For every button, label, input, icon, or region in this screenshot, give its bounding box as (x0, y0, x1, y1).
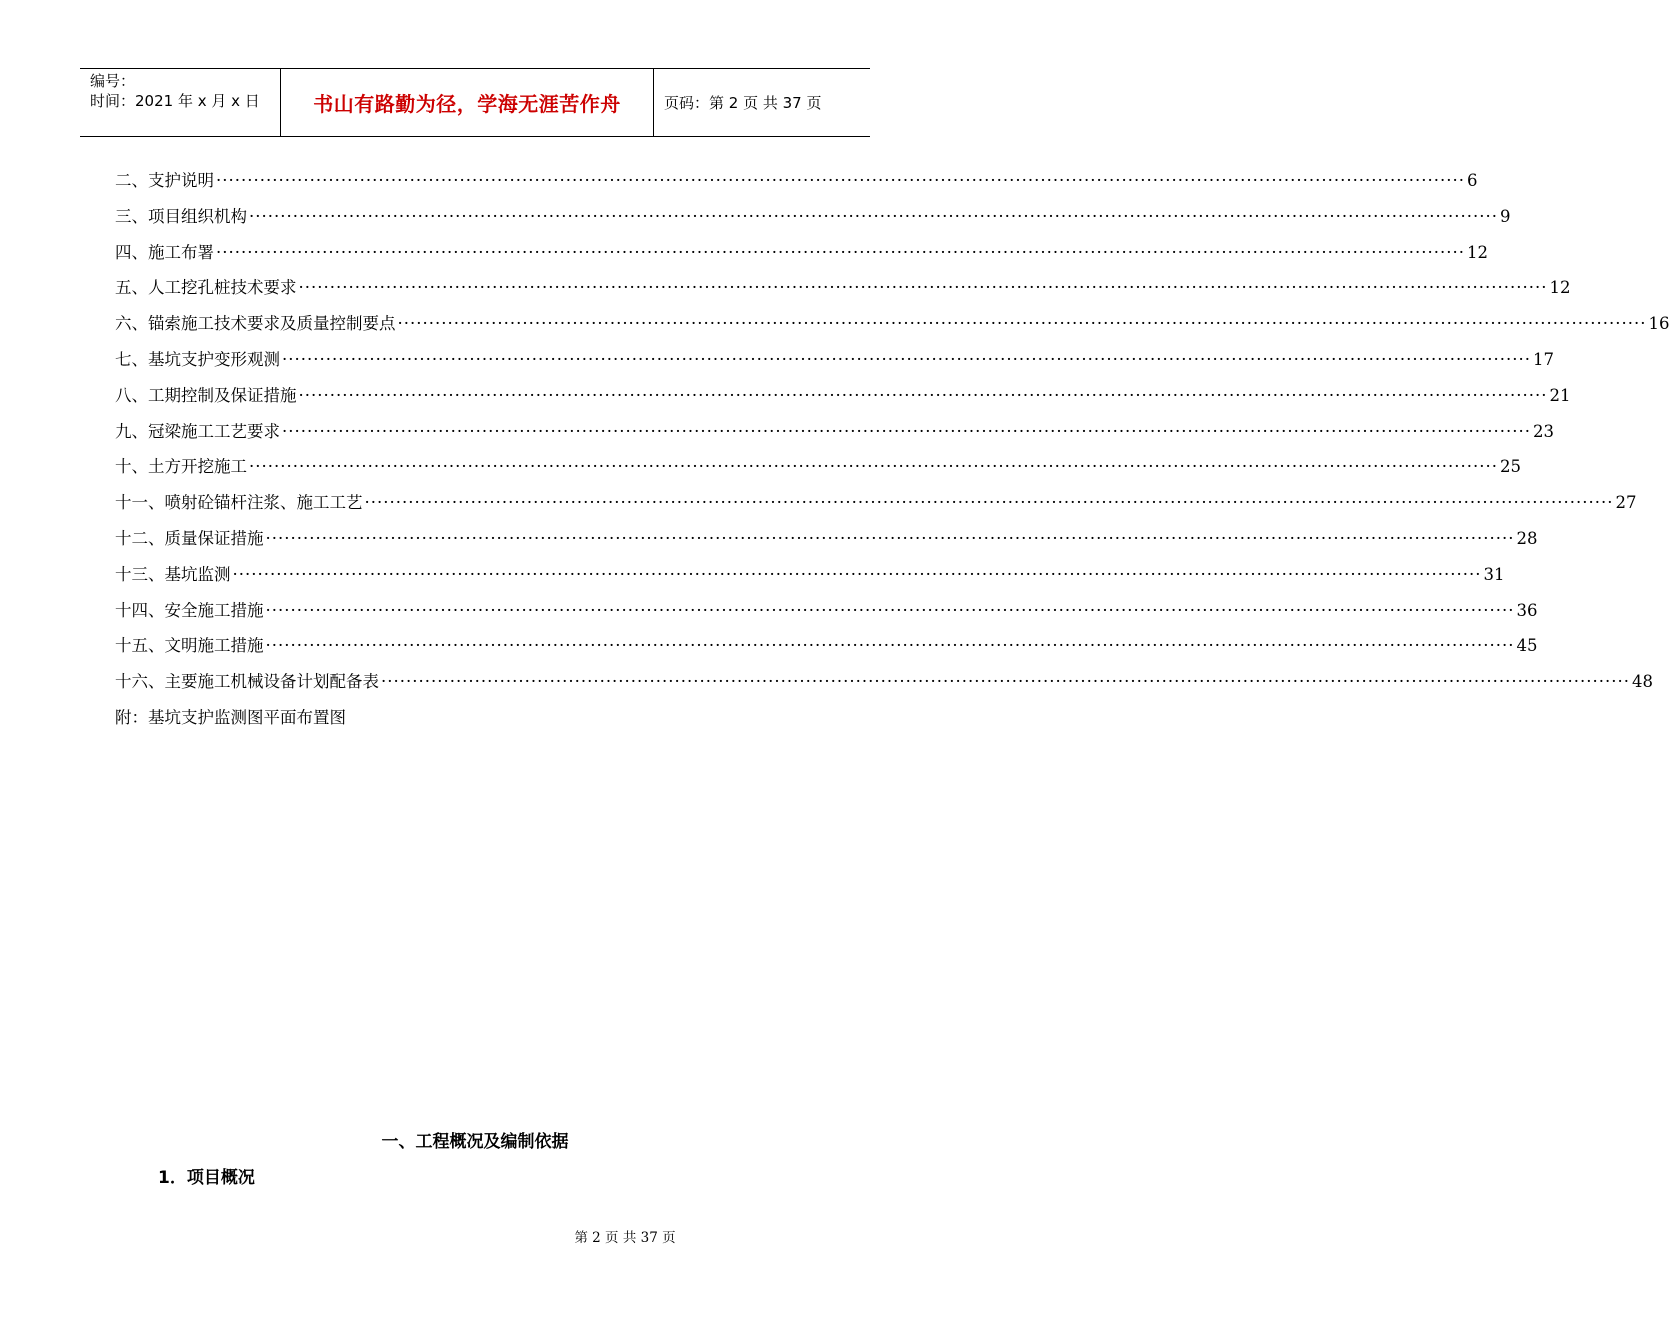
toc-entry[interactable] (115, 342, 1554, 378)
toc-entry-page: 45 (1516, 636, 1538, 656)
toc-leader-dots: ········································································································································································································ (265, 600, 1515, 620)
toc-entry-label: 十、土方开挖施工 (115, 457, 247, 477)
toc-entry-label: 二、支护说明 (115, 171, 214, 190)
toc-appendix: 附：基坑支护监测图平面布置图 (115, 707, 346, 727)
toc-entry[interactable] (115, 414, 1554, 450)
toc-entry[interactable] (115, 306, 1669, 342)
toc-entry[interactable] (115, 270, 1571, 306)
header-motto: 书山有路勤为径，学海无涯苦作舟 (281, 69, 654, 136)
toc-leader-dots: ········································································································································································································ (249, 457, 1498, 477)
toc-leader-dots: ········································································································································································································ (282, 349, 1531, 369)
toc-entry-label: 六、锚索施工技术要求及质量控制要点 (115, 314, 396, 334)
toc-entry-page: 6 (1466, 171, 1478, 190)
document-number-label: 编号： (90, 72, 136, 90)
toc-entry-page: 12 (1466, 242, 1488, 262)
toc-entry[interactable] (115, 664, 1653, 700)
toc-entry[interactable] (115, 199, 1511, 235)
toc-entry[interactable] (115, 449, 1521, 485)
toc-entry-page: 28 (1516, 528, 1538, 548)
toc-entry-label: 四、施工布署 (115, 242, 214, 262)
toc-entry-label: 十三、基坑监测 (115, 564, 231, 584)
toc-leader-dots: ········································································································································································································ (298, 278, 1548, 298)
toc-entry-page: 23 (1532, 421, 1554, 441)
toc-leader-dots: ········································································································································································································ (282, 421, 1531, 441)
toc-leader-dots: ········································································································································································································ (298, 385, 1548, 405)
toc-leader-dots: ········································································································································································································ (216, 171, 1465, 190)
toc-leader-dots: ········································································································································································································ (249, 206, 1498, 226)
document-date: 时间：2021 年 x 月 x 日 (90, 92, 260, 110)
toc-leader-dots: ········································································································································································································ (381, 672, 1630, 692)
header-page-info: 页码：第 2 页 共 37 页 (664, 94, 822, 112)
toc-leader-dots: ········································································································································································································ (265, 528, 1515, 548)
toc-entry-page: 12 (1549, 278, 1571, 298)
page-footer: 第 2 页 共 37 页 (574, 1230, 676, 1246)
toc-entry[interactable] (115, 628, 1538, 664)
toc-entry[interactable] (115, 557, 1505, 593)
toc-entry[interactable] (115, 378, 1571, 414)
section-heading: 一、工程概况及编制依据 (381, 1132, 569, 1152)
toc-entry-label: 十一、喷射砼锚杆注浆、施工工艺 (115, 493, 363, 513)
toc-entry[interactable] (115, 485, 1637, 521)
toc-entry-page: 31 (1483, 564, 1505, 584)
toc-entry-label: 五、人工挖孔桩技术要求 (115, 278, 297, 298)
toc-leader-dots: ········································································································································································································ (364, 493, 1614, 513)
toc-leader-dots: ········································································································································································································ (397, 314, 1647, 334)
toc-entry-page: 17 (1532, 349, 1554, 369)
toc-entry-label: 十五、文明施工措施 (115, 636, 264, 656)
toc-entry-label: 十六、主要施工机械设备计划配备表 (115, 672, 379, 692)
toc-entry-label: 三、项目组织机构 (115, 206, 247, 226)
toc-leader-dots: ········································································································································································································ (232, 564, 1482, 584)
toc-entry-page: 9 (1499, 206, 1511, 226)
toc-entry-page: 48 (1631, 672, 1653, 692)
toc-entry[interactable] (115, 163, 1478, 199)
toc-entry-page: 16 (1648, 314, 1669, 334)
toc-entry[interactable] (115, 521, 1538, 557)
toc-entry-label: 十四、安全施工措施 (115, 600, 264, 620)
toc-leader-dots: ········································································································································································································ (265, 636, 1515, 656)
toc-entry-label: 十二、质量保证措施 (115, 528, 264, 548)
toc-entry-page: 25 (1499, 457, 1521, 477)
toc-entry-label: 七、基坑支护变形观测 (115, 349, 280, 369)
toc-entry-page: 21 (1549, 385, 1571, 405)
toc-entry-label: 八、工期控制及保证措施 (115, 385, 297, 405)
toc-leader-dots: ········································································································································································································ (216, 242, 1465, 262)
toc-entry-page: 27 (1615, 493, 1637, 513)
toc-entry[interactable] (115, 235, 1488, 271)
toc-entry-page: 36 (1516, 600, 1538, 620)
toc-entry-label: 九、冠梁施工工艺要求 (115, 421, 280, 441)
page-header (80, 68, 870, 137)
table-of-contents (115, 163, 1669, 736)
toc-entry[interactable] (115, 593, 1538, 629)
header-meta-cell (80, 69, 281, 136)
subsection-heading: 1．项目概况 (158, 1168, 255, 1188)
